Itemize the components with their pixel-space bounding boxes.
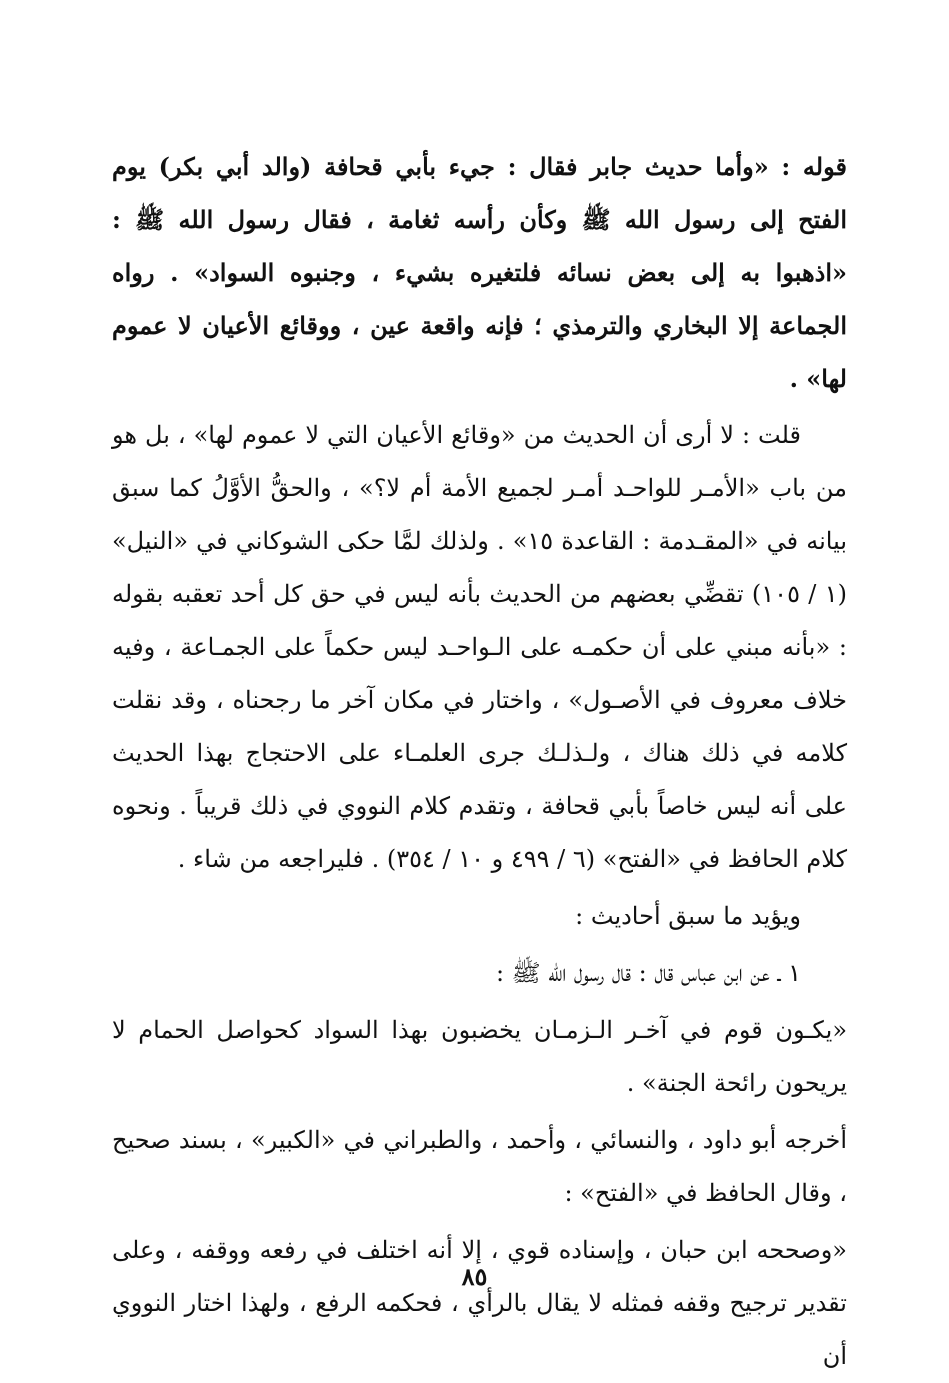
page-body [112, 140, 847, 1383]
quoted-hadith-paragraph: قوله : «وأما حديث جابر فقال : جيء بأبي قحافة (والد أبي بكر) يوم الفتح إلى رسول الله ﷺ وكأن رأسه ثغامة ، فقال رسول الله ﷺ : «اذهبوا به إلى بعض نسائه فلتغيره بشيء ، وجنبوه السواد» . رواه الجماعة إلا البخاري والترمذي ؛ فإنه واقعة عين ، ووقائع الأعيان لا عموم لها» . [112, 152, 847, 393]
hafiz-quote-paragraph: «وصححه ابن حبان ، وإسناده قوي ، إلا أنه اختلف في رفعه ووقفه ، وعلى تقدير ترجيح وقفه فمثله لا يقال بالرأي ، فحكمه الرفع ، ولهذا اختار النووي أن [112, 1236, 847, 1370]
commentary-paragraph: قلت : لا أرى أن الحديث من «وقائع الأعيان التي لا عموم لها» ، بل هو من باب «الأمـر للواحـد أمـر لجميع الأمة أم لا؟» ، والحقُّ الأوَّلُ كما سبق بيانه في «المقـدمة : القاعدة ١٥» . ولذلك لمَّا حكى الشوكاني في «النيل» (١ / ١٠٥) تقضِّي بعضهم من الحديث بأنه ليس في حق كل أحد تعقبه بقوله : «بأنه مبني على أن حكمـه على الـواحـد ليس حكماً على الجمـاعة ، وفيه خلاف معروف في الأصـول» ، واختار في مكان آخر ما رجحناه ، وقد نقلت كلامه في ذلك هناك ، ولـذلـك جرى العلمـاء على الاحتجاج بهذا الحديث على أنه ليس خاصاً بأبي قحافة ، وتقدم كلام النووي في ذلك قريباً . ونحوه كلام الحافظ في «الفتح» (٦ / ٤٩٩ و ١٠ / ٣٥٤) . فليراجعه من شاء . [112, 421, 848, 873]
takhrij-paragraph: أخرجه أبو داود ، والنسائي ، وأحمد ، والطبراني في «الكبير» ، بسند صحيح ، وقال الحافظ في «الفتح» : [112, 1126, 847, 1207]
hadith-intro-paragraph: ١ ـ عن ابن عباس قال : قال رسول الله ﷺ : [495, 959, 801, 987]
hadith-text-paragraph: «يكـون قوم في آخـر الـزمـان يخضبون بهذا السواد كحواصل الحمام لا يريحون رائحة الجنة» . [112, 1016, 847, 1097]
page-number: ٨٥ [461, 1262, 488, 1291]
supporting-intro-paragraph: ويؤيد ما سبق أحاديث : [575, 902, 801, 930]
